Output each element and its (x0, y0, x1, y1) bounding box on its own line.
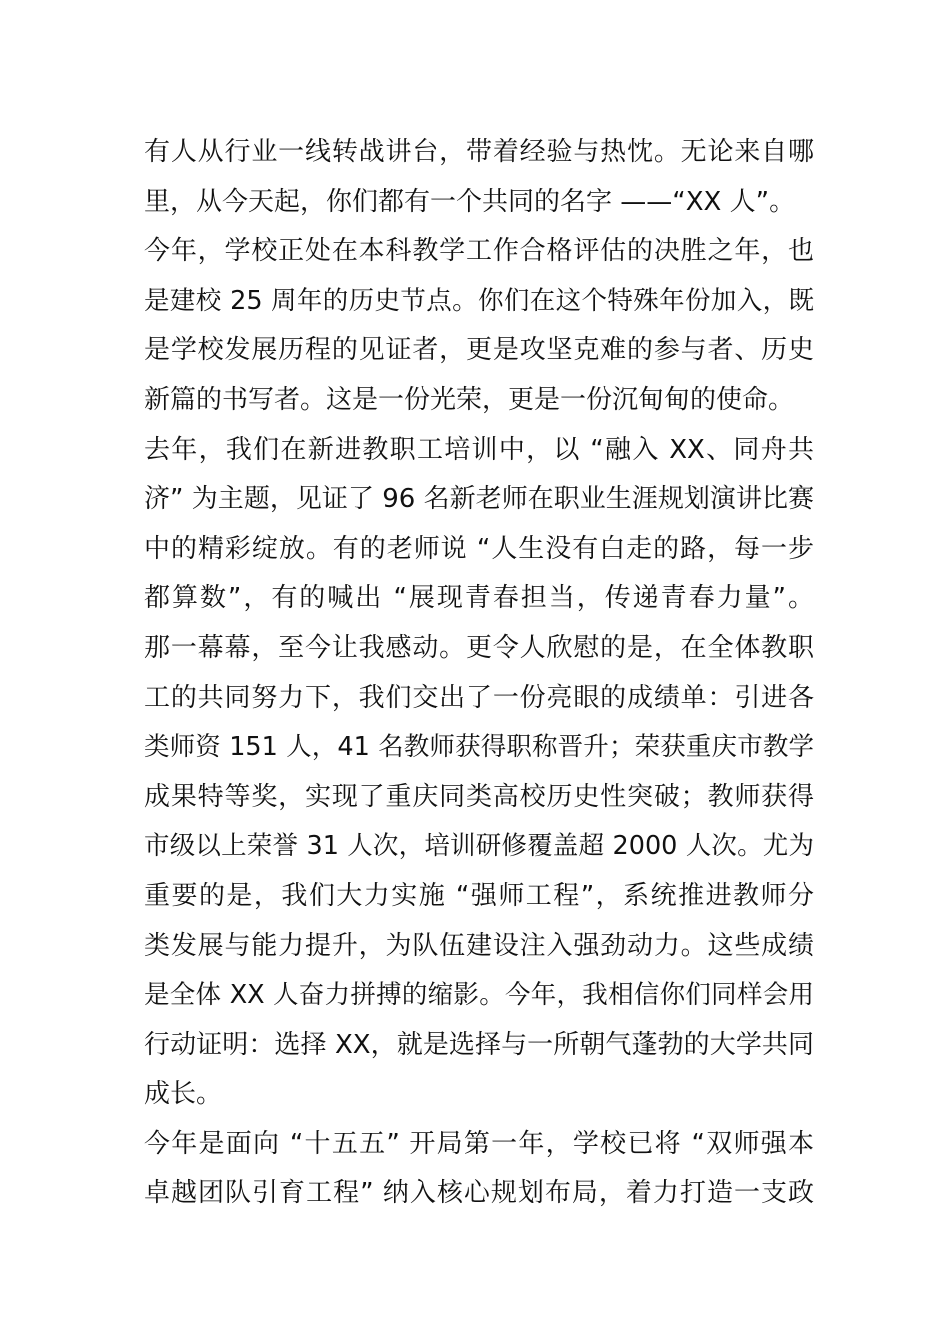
paragraph-4 (144, 1120, 814, 1219)
paragraph-1 (144, 128, 814, 227)
text-line: 行动证明：选择 XX，就是选择与一所朝气蓬勃的大学共同 (144, 1029, 814, 1060)
text-line: 今年，学校正处在本科教学工作合格评估的决胜之年，也 (144, 236, 814, 267)
text-line: 是学校发展历程的见证者，更是攻坚克难的参与者、历史 (144, 335, 814, 366)
text-line: 去年，我们在新进教职工培训中，以 “融入 XX、同舟共 (144, 434, 814, 465)
text-line: 类发展与能力提升，为队伍建设注入强劲动力。这些成绩 (144, 930, 814, 961)
text-line: 有人从行业一线转战讲台，带着经验与热忱。无论来自哪 (144, 137, 814, 167)
text-line: 类师资 151 人，41 名教师获得职称晋升；荣获重庆市教学 (144, 732, 814, 763)
paragraph-3 (144, 426, 814, 1120)
text-line: 济” 为主题，见证了 96 名新老师在职业生涯规划演讲比赛 (144, 484, 814, 515)
text-line: 市级以上荣誉 31 人次，培训研修覆盖超 2000 人次。尤为 (144, 831, 814, 862)
text-line: 里，从今天起，你们都有一个共同的名字 ——“XX 人”。 (144, 186, 796, 217)
text-line: 卓越团队引育工程” 纳入核心规划布局，着力打造一支政 (144, 1178, 814, 1209)
text-line: 今年是面向 “十五五” 开局第一年，学校已将 “双师强本 (144, 1128, 814, 1159)
text-line: 重要的是，我们大力实施 “强师工程”，系统推进教师分 (144, 880, 814, 911)
text-line: 新篇的书写者。这是一份光荣，更是一份沉甸甸的使命。 (144, 384, 795, 415)
text-line: 中的精彩绽放。有的老师说 “人生没有白走的路，每一步 (144, 533, 814, 564)
text-line: 是全体 XX 人奋力拼搏的缩影。今年，我相信你们同样会用 (144, 980, 814, 1011)
text-line: 成长。 (144, 1079, 223, 1110)
text-line: 是建校 25 周年的历史节点。你们在这个特殊年份加入，既 (144, 285, 814, 316)
text-line: 都算数”，有的喊出 “展现青春担当，传递青春力量”。 (144, 583, 814, 614)
paragraph-2 (144, 227, 814, 425)
text-line: 工的共同努力下，我们交出了一份亮眼的成绩单：引进各 (144, 682, 814, 713)
text-line: 那一幕幕，至今让我感动。更令人欣慰的是，在全体教职 (144, 632, 814, 663)
text-line: 成果特等奖，实现了重庆同类高校历史性突破；教师获得 (144, 781, 814, 812)
document-body (144, 128, 814, 1219)
